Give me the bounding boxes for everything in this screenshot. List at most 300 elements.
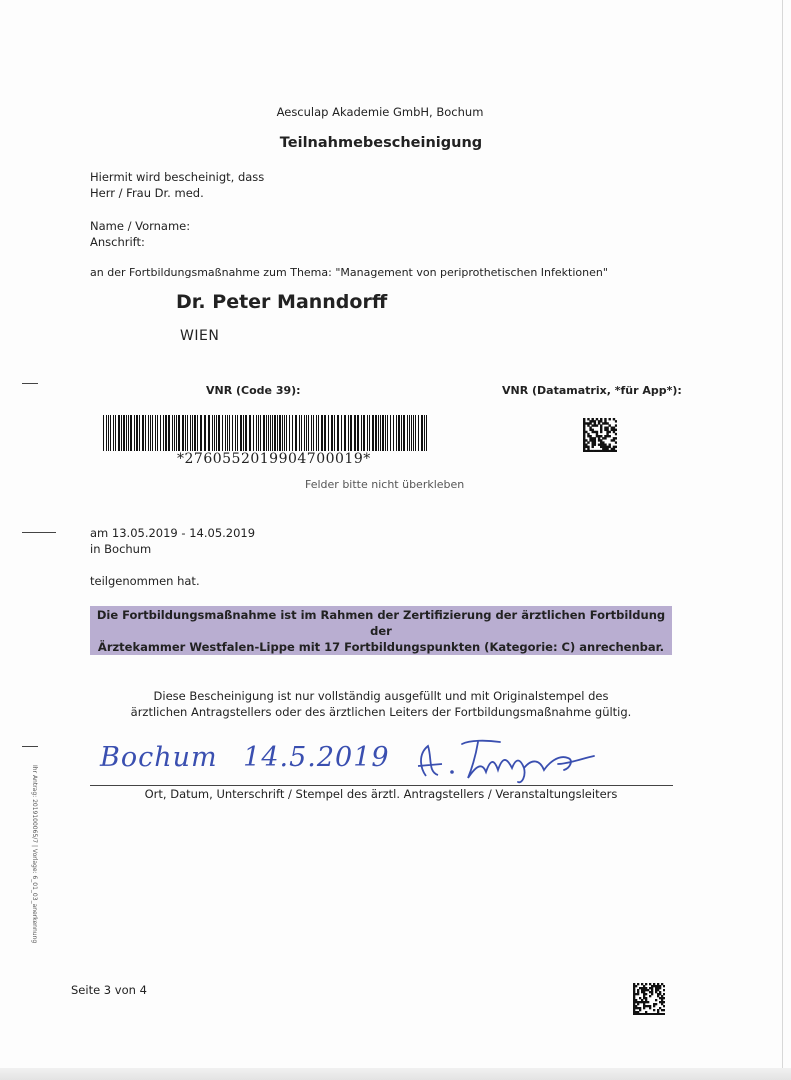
barcode-bar: [229, 415, 230, 451]
matrix-module: [598, 422, 600, 424]
matrix-module: [589, 439, 591, 441]
matrix-module: [645, 1011, 647, 1013]
barcode-bar: [235, 415, 236, 451]
matrix-module: [657, 983, 659, 985]
barcode-bar: [165, 415, 167, 451]
fold-mark-middle: [22, 532, 56, 533]
fold-mark-bottom: [22, 746, 38, 747]
matrix-module: [637, 989, 639, 991]
barcode-bar: [268, 415, 269, 451]
barcode-bar: [331, 415, 333, 451]
matrix-module: [643, 989, 645, 991]
matrix-module: [633, 997, 635, 999]
vnr-barcode: [103, 415, 430, 451]
matrix-module: [637, 993, 639, 995]
matrix-module: [615, 433, 617, 435]
matrix-module: [633, 1003, 635, 1005]
barcode-bar: [308, 415, 309, 451]
matrix-module: [611, 448, 613, 450]
matrix-module: [633, 995, 635, 997]
matrix-module: [613, 437, 615, 439]
matrix-module: [637, 991, 639, 993]
matrix-module: [602, 444, 604, 446]
barcode-bar: [208, 415, 210, 451]
matrix-module: [589, 420, 591, 422]
matrix-module: [651, 993, 653, 995]
participant-city: WIEN: [180, 328, 220, 344]
matrix-module: [659, 997, 661, 999]
event-date: am 13.05.2019 - 14.05.2019: [90, 526, 256, 540]
matrix-module: [637, 1011, 639, 1013]
barcode-bar: [152, 415, 153, 451]
matrix-module: [589, 437, 591, 439]
matrix-module: [641, 999, 643, 1001]
barcode-bar: [396, 415, 397, 451]
barcode-bar: [328, 415, 329, 451]
matrix-module: [647, 989, 649, 991]
matrix-module: [613, 429, 615, 431]
vnr-datamatrix-label: VNR (Datamatrix, *für App*):: [502, 384, 682, 397]
barcode-bar: [218, 415, 220, 451]
barcode-bar: [155, 415, 156, 451]
barcode-bar: [344, 415, 346, 451]
matrix-module: [659, 987, 661, 989]
barcode-bar: [185, 415, 186, 451]
matrix-module: [651, 989, 653, 991]
matrix-module: [663, 1005, 665, 1007]
matrix-module: [643, 987, 645, 989]
barcode-bar: [128, 415, 129, 451]
matrix-module: [661, 1013, 663, 1015]
matrix-module: [596, 431, 598, 433]
matrix-module: [604, 418, 606, 420]
matrix-module: [604, 435, 606, 437]
matrix-module: [653, 985, 655, 987]
matrix-module: [615, 429, 617, 431]
barcode-bar: [130, 415, 132, 451]
matrix-module: [594, 441, 596, 443]
matrix-module: [645, 987, 647, 989]
matrix-module: [653, 1003, 655, 1005]
matrix-module: [600, 427, 602, 429]
barcode-bar: [390, 415, 391, 451]
barcode-bar: [378, 415, 379, 451]
barcode-bar: [382, 415, 384, 451]
barcode-bar: [225, 415, 226, 451]
barcode-bar: [363, 415, 365, 451]
matrix-module: [633, 999, 635, 1001]
barcode-bar: [409, 415, 410, 451]
barcode-bar: [282, 415, 283, 451]
barcode-bar: [284, 415, 285, 451]
matrix-module: [615, 450, 617, 452]
matrix-module: [583, 441, 585, 443]
matrix-module: [604, 420, 606, 422]
matrix-module: [594, 450, 596, 452]
matrix-module: [587, 418, 589, 420]
document-title: Teilnahmebescheinigung: [279, 135, 483, 151]
matrix-module: [583, 446, 585, 448]
barcode-bar: [115, 415, 116, 451]
matrix-module: [661, 995, 663, 997]
matrix-module: [657, 1013, 659, 1015]
barcode-bar: [168, 415, 170, 451]
matrix-module: [653, 1005, 655, 1007]
barcode-bar: [313, 415, 314, 451]
matrix-module: [600, 435, 602, 437]
matrix-module: [663, 993, 665, 995]
matrix-module: [583, 431, 585, 433]
matrix-module: [604, 422, 606, 424]
matrix-module: [647, 1013, 649, 1015]
matrix-module: [633, 1009, 635, 1011]
matrix-module: [606, 422, 608, 424]
barcode-bar: [403, 415, 405, 451]
matrix-module: [609, 431, 611, 433]
barcode-bar: [200, 415, 202, 451]
matrix-module: [645, 989, 647, 991]
matrix-module: [661, 997, 663, 999]
validity-line-2: ärztlichen Antragstellers oder des ärztlichen Leiters der Fortbildungsmaßnahme gültig.: [130, 705, 632, 719]
matrix-module: [663, 1013, 665, 1015]
matrix-module: [594, 439, 596, 441]
accreditation-notice: [90, 606, 672, 655]
barcode-bar: [350, 415, 352, 451]
matrix-module: [645, 997, 647, 999]
matrix-module: [609, 444, 611, 446]
barcode-bar: [372, 415, 374, 451]
matrix-module: [583, 418, 585, 420]
matrix-module: [643, 997, 645, 999]
fold-mark-top: [22, 383, 38, 384]
matrix-module: [661, 983, 663, 985]
barcode-bar: [237, 415, 238, 451]
matrix-module: [641, 987, 643, 989]
matrix-module: [587, 450, 589, 452]
matrix-module: [661, 1001, 663, 1003]
name-label: Name / Vorname:: [90, 219, 191, 233]
matrix-module: [645, 993, 647, 995]
barcode-bar: [258, 415, 259, 451]
validity-line-1: Diese Bescheinigung ist nur vollständig ausgefüllt und mit Originalstempel des: [153, 689, 609, 703]
matrix-module: [657, 985, 659, 987]
barcode-bar: [142, 415, 144, 451]
matrix-module: [635, 1005, 637, 1007]
matrix-module: [615, 437, 617, 439]
barcode-bar: [118, 415, 120, 451]
matrix-module: [594, 422, 596, 424]
matrix-module: [589, 450, 591, 452]
barcode-bar: [426, 415, 427, 451]
matrix-module: [633, 1001, 635, 1003]
barcode-bar: [145, 415, 146, 451]
barcode-bar: [341, 415, 342, 451]
barcode-bar: [216, 415, 217, 451]
matrix-module: [639, 1013, 641, 1015]
matrix-module: [633, 993, 635, 995]
barcode-bar: [178, 415, 180, 451]
matrix-module: [583, 444, 585, 446]
intro-line-1: Hiermit wird bescheinigt, dass: [90, 170, 265, 184]
matrix-module: [594, 420, 596, 422]
matrix-module: [659, 993, 661, 995]
barcode-bar: [413, 415, 414, 451]
barcode-bar: [380, 415, 381, 451]
matrix-module: [589, 435, 591, 437]
matrix-module: [655, 991, 657, 993]
matrix-module: [604, 429, 606, 431]
matrix-module: [643, 995, 645, 997]
barcode-bar: [113, 415, 114, 451]
matrix-module: [600, 439, 602, 441]
matrix-module: [602, 441, 604, 443]
barcode-bar: [227, 415, 228, 451]
barcode-bar: [299, 415, 300, 451]
matrix-module: [613, 448, 615, 450]
matrix-module: [613, 431, 615, 433]
barcode-bar: [214, 415, 215, 451]
barcode-bar: [263, 415, 265, 451]
matrix-module: [633, 989, 635, 991]
matrix-module: [641, 983, 643, 985]
matrix-module: [653, 1013, 655, 1015]
barcode-bar: [321, 415, 323, 451]
matrix-module: [594, 444, 596, 446]
no-cover-note: Felder bitte nicht überkleben: [305, 478, 465, 491]
matrix-module: [663, 985, 665, 987]
matrix-module: [594, 424, 596, 426]
matrix-module: [635, 1001, 637, 1003]
matrix-module: [643, 1005, 645, 1007]
matrix-module: [602, 446, 604, 448]
matrix-module: [606, 427, 608, 429]
matrix-module: [600, 418, 602, 420]
matrix-module: [606, 448, 608, 450]
matrix-module: [596, 424, 598, 426]
matrix-module: [587, 422, 589, 424]
matrix-module: [641, 991, 643, 993]
matrix-module: [641, 1001, 643, 1003]
matrix-module: [649, 991, 651, 993]
matrix-module: [657, 995, 659, 997]
matrix-module: [651, 991, 653, 993]
matrix-module: [598, 437, 600, 439]
barcode-bar: [253, 415, 254, 451]
matrix-module: [592, 420, 594, 422]
matrix-module: [615, 420, 617, 422]
matrix-module: [602, 448, 604, 450]
matrix-module: [645, 1001, 647, 1003]
topic-line: an der Fortbildungsmaßnahme zum Thema: "Management von periprothetischen Infektionen": [90, 266, 608, 279]
barcode-bar: [182, 415, 184, 451]
barcode-bar: [324, 415, 326, 451]
matrix-module: [633, 1013, 635, 1015]
matrix-module: [585, 431, 587, 433]
matrix-module: [649, 1005, 651, 1007]
matrix-module: [613, 418, 615, 420]
barcode-bar: [174, 415, 175, 451]
matrix-module: [583, 420, 585, 422]
matrix-module: [585, 446, 587, 448]
matrix-module: [637, 983, 639, 985]
barcode-bar: [150, 415, 151, 451]
matrix-module: [585, 444, 587, 446]
matrix-module: [604, 427, 606, 429]
matrix-module: [609, 435, 611, 437]
barcode-bar: [295, 415, 297, 451]
matrix-module: [600, 420, 602, 422]
barcode-bar: [136, 415, 138, 451]
barcode-bar: [289, 415, 290, 451]
barcode-bar: [192, 415, 193, 451]
matrix-module: [606, 433, 608, 435]
handwritten-place-date: Bochum 14.5.2019: [100, 742, 390, 773]
barcode-bar: [407, 415, 408, 451]
matrix-module: [655, 1003, 657, 1005]
matrix-module: [655, 1013, 657, 1015]
barcode-bar: [348, 415, 349, 451]
barcode-bar: [134, 415, 135, 451]
matrix-module: [637, 1007, 639, 1009]
matrix-module: [592, 424, 594, 426]
matrix-module: [659, 1013, 661, 1015]
matrix-module: [655, 989, 657, 991]
barcode-bar: [418, 415, 419, 451]
barcode-bar: [272, 415, 273, 451]
matrix-module: [651, 987, 653, 989]
matrix-module: [596, 418, 598, 420]
barcode-bar: [306, 415, 307, 451]
intro-line-2: Herr / Frau Dr. med.: [90, 186, 204, 200]
matrix-module: [606, 431, 608, 433]
matrix-module: [633, 987, 635, 989]
matrix-module: [647, 1005, 649, 1007]
footer-datamatrix-code: [633, 983, 665, 1015]
matrix-module: [611, 450, 613, 452]
matrix-module: [615, 446, 617, 448]
matrix-module: [637, 1013, 639, 1015]
matrix-module: [643, 1003, 645, 1005]
matrix-module: [600, 424, 602, 426]
matrix-module: [592, 446, 594, 448]
matrix-module: [587, 435, 589, 437]
matrix-module: [583, 435, 585, 437]
barcode-bar: [266, 415, 267, 451]
matrix-module: [657, 1011, 659, 1013]
matrix-module: [606, 435, 608, 437]
event-place: in Bochum: [90, 542, 152, 556]
barcode-bar: [357, 415, 359, 451]
matrix-module: [583, 433, 585, 435]
barcode-bar: [367, 415, 368, 451]
barcode-bar: [172, 415, 173, 451]
matrix-module: [587, 424, 589, 426]
matrix-module: [594, 431, 596, 433]
matrix-module: [604, 437, 606, 439]
matrix-module: [645, 983, 647, 985]
matrix-module: [611, 439, 613, 441]
matrix-module: [657, 1009, 659, 1011]
barcode-bar: [385, 415, 386, 451]
barcode-bar: [106, 415, 107, 451]
vnr-code39-label: VNR (Code 39):: [206, 384, 301, 397]
barcode-bar: [301, 415, 302, 451]
matrix-module: [657, 987, 659, 989]
matrix-module: [643, 1007, 645, 1009]
barcode-bar: [204, 415, 206, 451]
barcode-bar: [160, 415, 161, 451]
barcode-bar: [163, 415, 164, 451]
matrix-module: [598, 444, 600, 446]
barcode-bar: [270, 415, 271, 451]
matrix-module: [663, 1009, 665, 1011]
matrix-module: [596, 433, 598, 435]
matrix-module: [649, 987, 651, 989]
barcode-bar: [194, 415, 196, 451]
matrix-module: [592, 441, 594, 443]
barcode-bar: [243, 415, 244, 451]
barcode-bar: [316, 415, 317, 451]
matrix-module: [645, 1013, 647, 1015]
barcode-bar: [108, 415, 109, 451]
matrix-module: [589, 429, 591, 431]
matrix-module: [649, 983, 651, 985]
barcode-bar: [421, 415, 423, 451]
barcode-bar: [123, 415, 125, 451]
matrix-module: [633, 1005, 635, 1007]
barcode-bar: [304, 415, 305, 451]
matrix-module: [609, 450, 611, 452]
page-edge: [782, 0, 783, 1080]
barcode-bar: [375, 415, 377, 451]
organizer-name: Aesculap Akademie GmbH, Bochum: [276, 105, 484, 119]
matrix-module: [589, 427, 591, 429]
matrix-module: [661, 999, 663, 1001]
matrix-module: [604, 444, 606, 446]
matrix-module: [633, 983, 635, 985]
matrix-module: [655, 999, 657, 1001]
matrix-module: [663, 1001, 665, 1003]
matrix-module: [609, 418, 611, 420]
barcode-bar: [361, 415, 362, 451]
matrix-module: [645, 999, 647, 1001]
matrix-module: [613, 427, 615, 429]
matrix-module: [659, 1007, 661, 1009]
matrix-module: [639, 1009, 641, 1011]
scan-bottom-edge: [0, 1068, 791, 1080]
barcode-bar: [157, 415, 158, 451]
matrix-module: [639, 1007, 641, 1009]
matrix-module: [585, 439, 587, 441]
matrix-module: [643, 993, 645, 995]
matrix-module: [645, 1005, 647, 1007]
matrix-module: [655, 987, 657, 989]
matrix-module: [600, 450, 602, 452]
matrix-module: [613, 439, 615, 441]
matrix-module: [649, 1007, 651, 1009]
barcode-bar: [139, 415, 140, 451]
vnr-datamatrix-code: [583, 418, 617, 452]
barcode-bar: [222, 415, 223, 451]
matrix-module: [583, 424, 585, 426]
matrix-module: [585, 422, 587, 424]
matrix-module: [600, 444, 602, 446]
matrix-module: [647, 1001, 649, 1003]
matrix-module: [606, 450, 608, 452]
barcode-bar: [212, 415, 213, 451]
barcode-bar: [318, 415, 319, 451]
matrix-module: [657, 993, 659, 995]
